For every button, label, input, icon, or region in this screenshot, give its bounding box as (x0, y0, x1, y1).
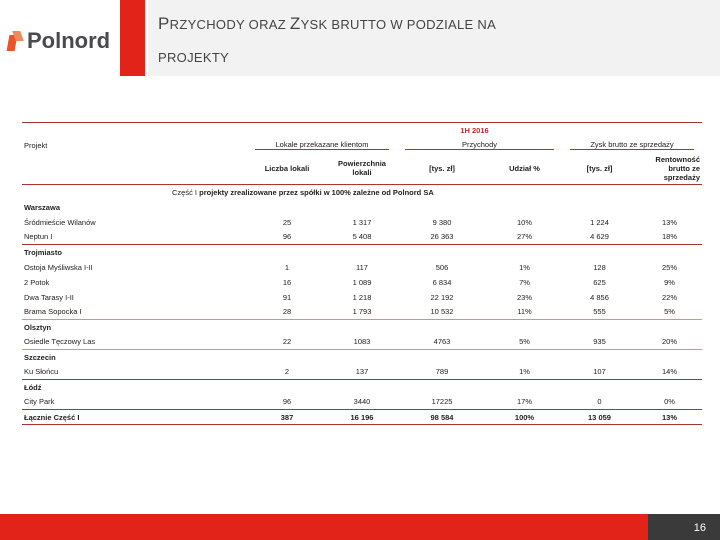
table-row (22, 410, 702, 425)
page-number: 16 (648, 514, 720, 540)
group-row (22, 350, 702, 365)
header-rev-value: [tys. zł] (397, 153, 487, 185)
cell: 6 834 (432, 277, 452, 287)
cell: 1 218 (352, 292, 372, 302)
group-row (22, 200, 702, 215)
cell: 22 192 (430, 292, 454, 302)
cell: 26 363 (397, 230, 487, 245)
row-label: Osiedle Tęczowy Las (22, 335, 247, 350)
cell: 935 (562, 335, 637, 350)
header-revenue: Przychody (397, 138, 562, 153)
accent-bar (120, 0, 145, 76)
cell: 20% (637, 335, 702, 350)
cell: 27% (487, 230, 562, 245)
cell: 96 (247, 395, 327, 410)
row-label: Dwa Tarasy I-II (24, 292, 74, 302)
row-label: Łącznie Część I (22, 410, 247, 425)
cell: 2 (247, 365, 327, 380)
row-label: City Park (22, 395, 247, 410)
cell: 107 (562, 365, 637, 380)
cell: 100% (487, 410, 562, 425)
cell: 16 (282, 277, 292, 287)
table-row (22, 275, 702, 290)
cell: 117 (356, 262, 368, 272)
cell: 7% (519, 277, 530, 287)
cell: 1 (284, 262, 290, 272)
cell: 25% (661, 262, 677, 272)
page-title: PRZYCHODY ORAZ ZYSK BRUTTO W PODZIALE NA PROJEKTY (148, 0, 720, 76)
cell: 98 584 (397, 410, 487, 425)
header-profit-margin: Rentowność brutto ze sprzedaży (637, 153, 702, 185)
cell: 17% (487, 395, 562, 410)
group-row (22, 380, 702, 395)
cell: 128 (593, 262, 606, 272)
table-row (22, 395, 702, 410)
group-label: Szczecin (24, 352, 56, 362)
cell: 4 629 (562, 230, 637, 245)
cell: 5 408 (327, 230, 397, 245)
group-label: Łódź (24, 382, 42, 392)
group-row (22, 245, 702, 260)
cell: 4 856 (590, 292, 609, 302)
cell: 1% (519, 262, 530, 272)
cell: 387 (247, 410, 327, 425)
polnord-logo: Polnord (8, 28, 110, 54)
cell: 13% (661, 217, 677, 227)
table-row (22, 230, 702, 245)
header-units-area: Powierzchnia lokali (327, 153, 397, 185)
row-label: 2 Potok (24, 277, 50, 287)
header-units: Lokale przekazane klientom (247, 138, 397, 153)
cell: 9% (664, 277, 675, 287)
cell: 23% (516, 292, 532, 302)
cell: 0% (637, 395, 702, 410)
table-row (22, 215, 702, 230)
cell: 25 (282, 217, 292, 227)
cell: 1083 (327, 335, 397, 350)
table-row (22, 365, 702, 380)
group-row (22, 320, 702, 335)
cell: 555 (562, 305, 637, 320)
cell: 5% (487, 335, 562, 350)
header-profit: Zysk brutto ze sprzedaży (562, 138, 702, 153)
table-row (22, 305, 702, 320)
cell: 10% (516, 217, 532, 227)
cell: 17225 (397, 395, 487, 410)
cell: 18% (637, 230, 702, 245)
cell: 9 380 (432, 217, 452, 227)
header-units-count: Liczba lokali (247, 153, 327, 185)
cell: 1 793 (327, 305, 397, 320)
header-rev-share: Udział % (487, 153, 562, 185)
cell: 506 (435, 262, 449, 272)
cell: 4763 (397, 335, 487, 350)
table-row (22, 260, 702, 275)
header-profit-value: [tys. zł] (562, 153, 637, 185)
cell: 3440 (327, 395, 397, 410)
cell: 91 (282, 292, 292, 302)
header-project: Projekt (24, 140, 48, 150)
cell: 1 224 (590, 217, 609, 227)
row-label: Brama Sopocka I (22, 305, 247, 320)
table-row (22, 290, 702, 305)
row-label: Ku Słońcu (22, 365, 247, 380)
logo-mark-icon (8, 31, 24, 51)
cell: 96 (247, 230, 327, 245)
cell: 137 (327, 365, 397, 380)
period-label: 1H 2016 (247, 123, 702, 138)
cell: 5% (637, 305, 702, 320)
group-label: Olsztyn (24, 322, 52, 332)
cell: 13% (637, 410, 702, 425)
row-label: Ostoja Myśliwska I-II (24, 262, 93, 272)
cell: 16 196 (327, 410, 397, 425)
cell: 789 (397, 365, 487, 380)
cell: 0 (562, 395, 637, 410)
cell: 1 317 (352, 217, 372, 227)
cell: 22 (247, 335, 327, 350)
cell: 1% (487, 365, 562, 380)
cell: 13 059 (562, 410, 637, 425)
revenue-table (22, 122, 702, 425)
cell: 28 (247, 305, 327, 320)
section-label: Część I projekty zrealizowane przez spółki w 100% zależne od Polnord SA (172, 187, 434, 197)
cell: 1 089 (352, 277, 372, 287)
cell: 10 532 (397, 305, 487, 320)
row-label: Śródmieście Wilanów (24, 217, 96, 227)
group-label: Trojmiasto (24, 247, 62, 257)
cell: 14% (637, 365, 702, 380)
row-label: Neptun I (22, 230, 247, 245)
cell: 625 (593, 277, 606, 287)
cell: 11% (487, 305, 562, 320)
footer-bar (0, 514, 720, 540)
cell: 22% (661, 292, 677, 302)
table-row (22, 335, 702, 350)
group-label: Warszawa (24, 202, 60, 212)
